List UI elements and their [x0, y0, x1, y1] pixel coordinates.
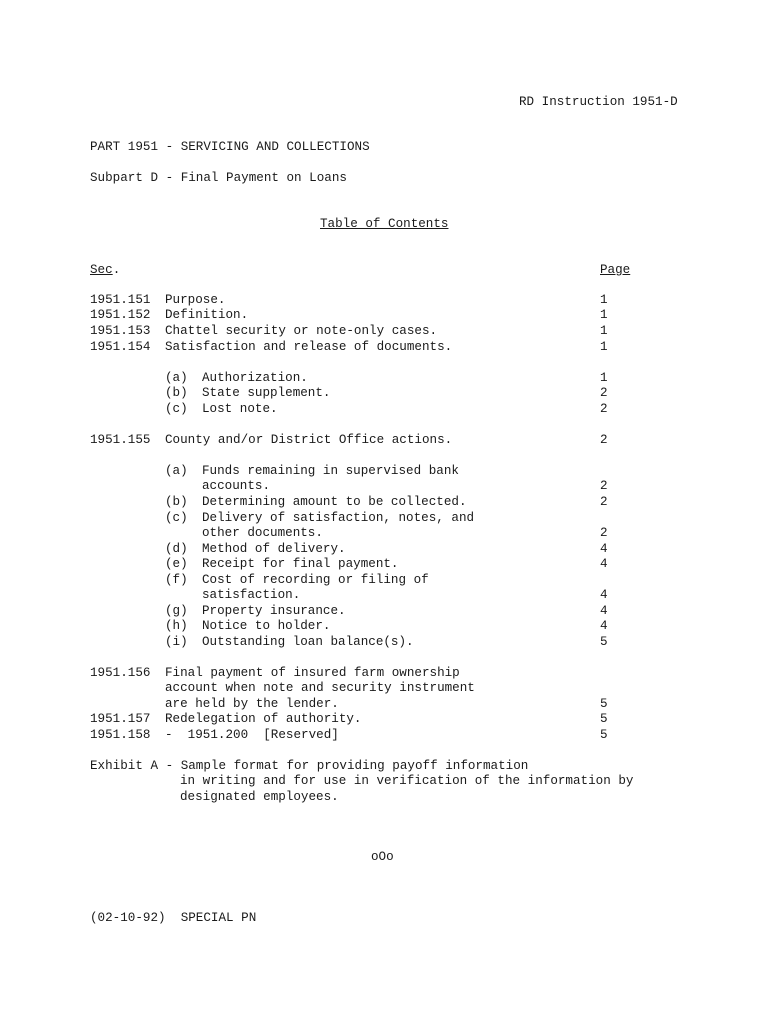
- footer: (02-10-92) SPECIAL PN: [90, 911, 257, 925]
- subsection-title-continued: accounts.: [202, 479, 271, 493]
- subsection-title: Cost of recording or filing of: [202, 573, 429, 587]
- page-number: 2: [600, 386, 608, 400]
- page-number: 1: [600, 371, 608, 385]
- subpart-title: Subpart D - Final Payment on Loans: [90, 171, 347, 185]
- page-number: 4: [600, 542, 608, 556]
- page-number: 1: [600, 324, 608, 338]
- subsection-letter: (c): [165, 511, 188, 525]
- column-header-page: Page: [600, 263, 631, 277]
- section-title: Chattel security or note-only cases.: [165, 324, 438, 338]
- section-number: 1951.154: [90, 340, 151, 354]
- subsection-letter: (f): [165, 573, 188, 587]
- page-number: 5: [600, 697, 608, 711]
- subsection-title: Lost note.: [202, 402, 278, 416]
- subsection-letter: (i): [165, 635, 188, 649]
- subsection-title: State supplement.: [202, 386, 331, 400]
- subsection-title-continued: satisfaction.: [202, 588, 301, 602]
- subsection-letter: (g): [165, 604, 188, 618]
- subsection-letter: (d): [165, 542, 188, 556]
- section-title-continued: account when note and security instrument: [165, 681, 475, 695]
- subsection-letter: (b): [165, 495, 188, 509]
- instruction-header: RD Instruction 1951-D: [519, 95, 678, 109]
- toc-heading: Table of Contents: [320, 217, 449, 231]
- subsection-letter: (h): [165, 619, 188, 633]
- subsection-title-continued: other documents.: [202, 526, 323, 540]
- page-number: 1: [600, 308, 608, 322]
- section-title: County and/or District Office actions.: [165, 433, 453, 447]
- section-number: 1951.153: [90, 324, 151, 338]
- part-title: PART 1951 - SERVICING AND COLLECTIONS: [90, 140, 370, 154]
- page-number: 4: [600, 588, 608, 602]
- section-number: 1951.155: [90, 433, 151, 447]
- page-number: 2: [600, 433, 608, 447]
- section-title-continued: are held by the lender.: [165, 697, 339, 711]
- section-title: Satisfaction and release of documents.: [165, 340, 453, 354]
- page-number: 2: [600, 526, 608, 540]
- subsection-letter: (a): [165, 371, 188, 385]
- subsection-title: Determining amount to be collected.: [202, 495, 467, 509]
- exhibit-line: in writing and for use in verification of the information by: [180, 774, 634, 788]
- section-title: Purpose.: [165, 293, 226, 307]
- page-number: 2: [600, 402, 608, 416]
- page-number: 5: [600, 635, 608, 649]
- section-number: 1951.157: [90, 712, 151, 726]
- subsection-title: Funds remaining in supervised bank: [202, 464, 459, 478]
- subsection-title: Outstanding loan balance(s).: [202, 635, 414, 649]
- section-title: Final payment of insured farm ownership: [165, 666, 460, 680]
- page-number: 2: [600, 495, 608, 509]
- section-title: - 1951.200 [Reserved]: [165, 728, 339, 742]
- page-number: 4: [600, 604, 608, 618]
- section-title: Redelegation of authority.: [165, 712, 362, 726]
- subsection-letter: (c): [165, 402, 188, 416]
- column-header-sec: Sec.: [90, 263, 121, 277]
- subsection-title: Notice to holder.: [202, 619, 331, 633]
- subsection-letter: (e): [165, 557, 188, 571]
- exhibit-line: designated employees.: [180, 790, 339, 804]
- subsection-title: Receipt for final payment.: [202, 557, 399, 571]
- section-number: 1951.156: [90, 666, 151, 680]
- subsection-title: Authorization.: [202, 371, 308, 385]
- subsection-letter: (a): [165, 464, 188, 478]
- subsection-letter: (b): [165, 386, 188, 400]
- section-number: 1951.151: [90, 293, 151, 307]
- section-number: 1951.152: [90, 308, 151, 322]
- subsection-title: Delivery of satisfaction, notes, and: [202, 511, 475, 525]
- page-number: 4: [600, 557, 608, 571]
- page-number: 1: [600, 293, 608, 307]
- page-number: 5: [600, 712, 608, 726]
- end-mark: oOo: [371, 850, 394, 864]
- subsection-title: Property insurance.: [202, 604, 346, 618]
- page-number: 4: [600, 619, 608, 633]
- exhibit-line: Exhibit A - Sample format for providing payoff information: [90, 759, 529, 773]
- section-title: Definition.: [165, 308, 249, 322]
- subsection-title: Method of delivery.: [202, 542, 346, 556]
- page-number: 2: [600, 479, 608, 493]
- page-number: 5: [600, 728, 608, 742]
- section-number: 1951.158: [90, 728, 151, 742]
- page-number: 1: [600, 340, 608, 354]
